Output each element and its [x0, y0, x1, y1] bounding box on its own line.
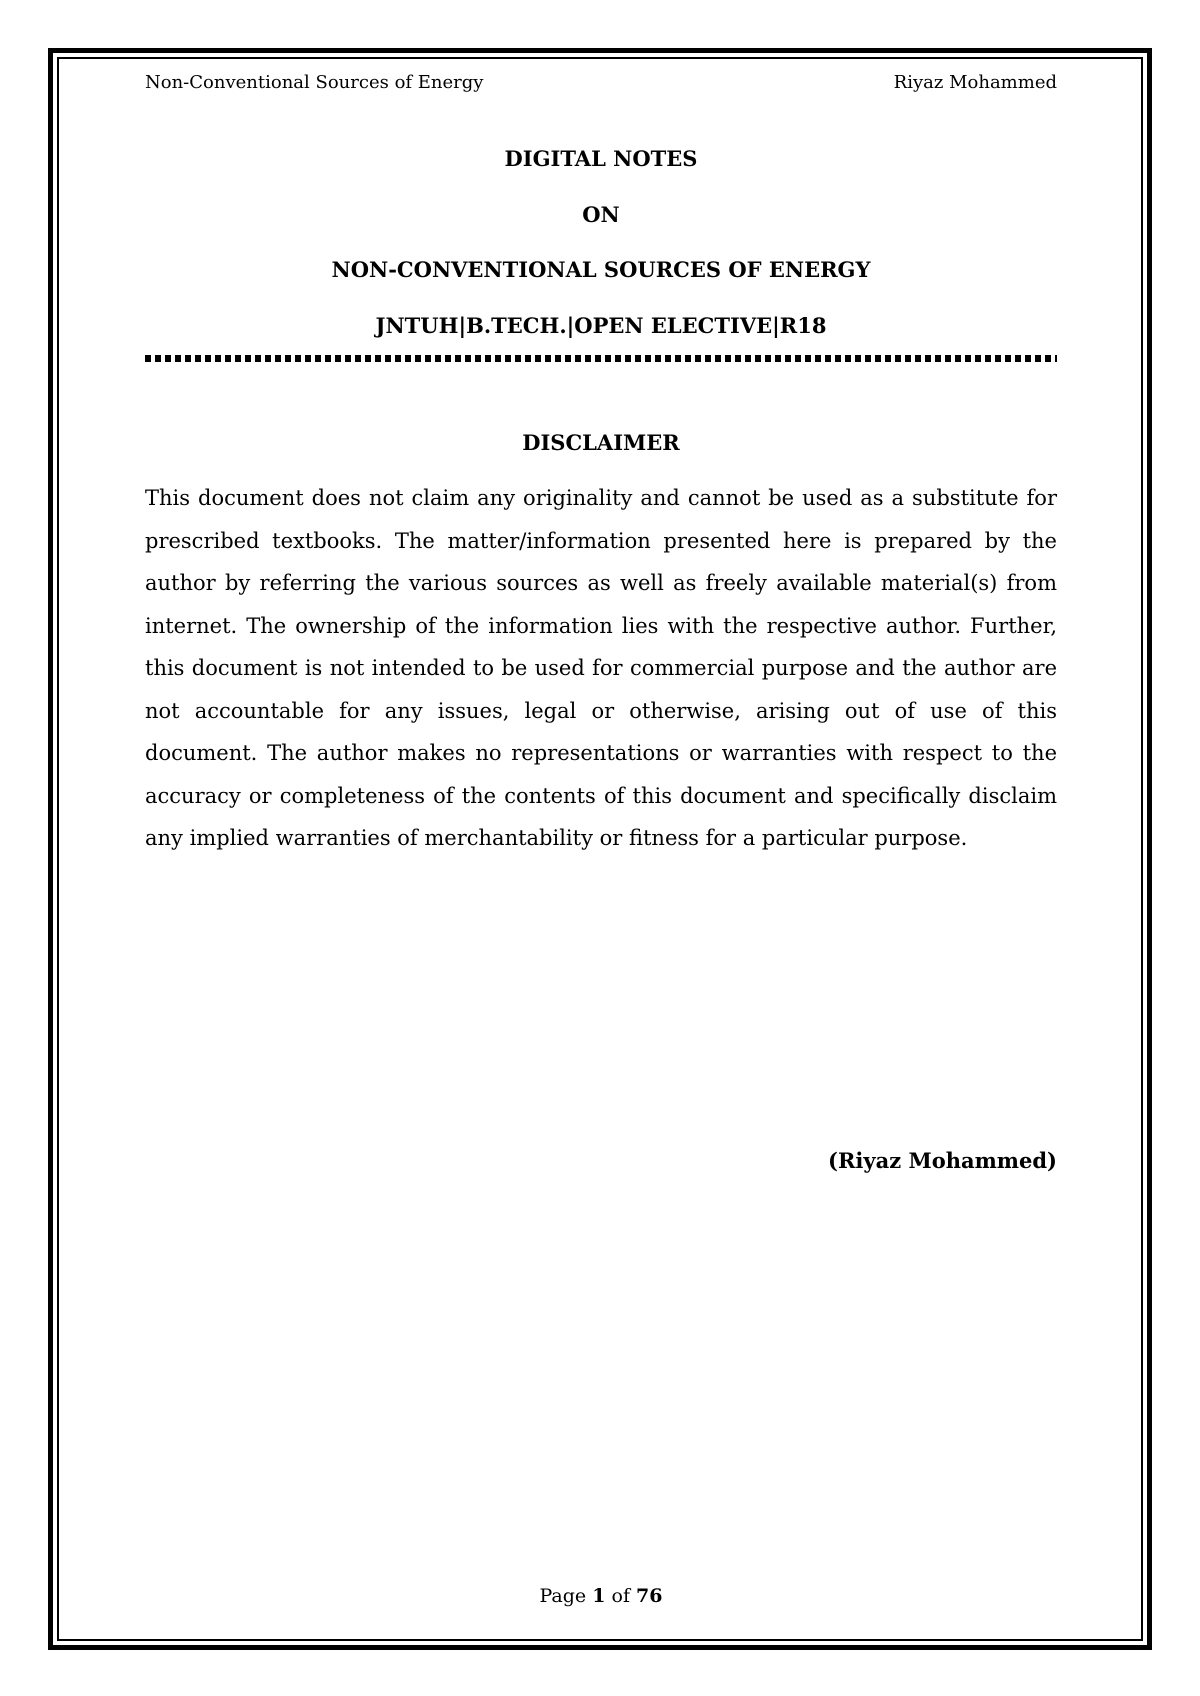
- dashed-divider: [145, 355, 1057, 362]
- current-page-number: 1: [592, 1585, 606, 1607]
- title-digital-notes: DIGITAL NOTES: [504, 146, 698, 171]
- of-label: of: [611, 1585, 630, 1607]
- running-header-title: Non-Conventional Sources of Energy: [145, 72, 484, 93]
- page-footer: [145, 1585, 1057, 1607]
- total-page-count: 76: [636, 1585, 663, 1607]
- running-header-author: Riyaz Mohammed: [893, 72, 1057, 93]
- disclaimer-body: This document does not claim any originality and cannot be used as a substitute for prescribed textbooks. The matter/information presented here is prepared by the author by referring the various sources as well as freely available material(s) from internet. The ownership of the information lies with the respective author. Further, this document is not intended to be used for commercial purpose and the author are not accountable for any issues, legal or otherwise, arising out of use of this document. The author makes no representations or warranties with respect to the accuracy or completeness of the contents of this document and specifically disclaim any implied warranties of merchantability or fitness for a particular purpose.: [145, 486, 1057, 850]
- title-on: ON: [582, 202, 620, 227]
- disclaimer-heading: DISCLAIMER: [522, 430, 680, 455]
- title-subject: NON-CONVENTIONAL SOURCES OF ENERGY: [331, 257, 871, 282]
- title-course-info: JNTUH|B.TECH.|OPEN ELECTIVE|R18: [375, 313, 827, 338]
- author-signature: (Riyaz Mohammed): [828, 1148, 1057, 1173]
- page-label: Page: [539, 1585, 587, 1607]
